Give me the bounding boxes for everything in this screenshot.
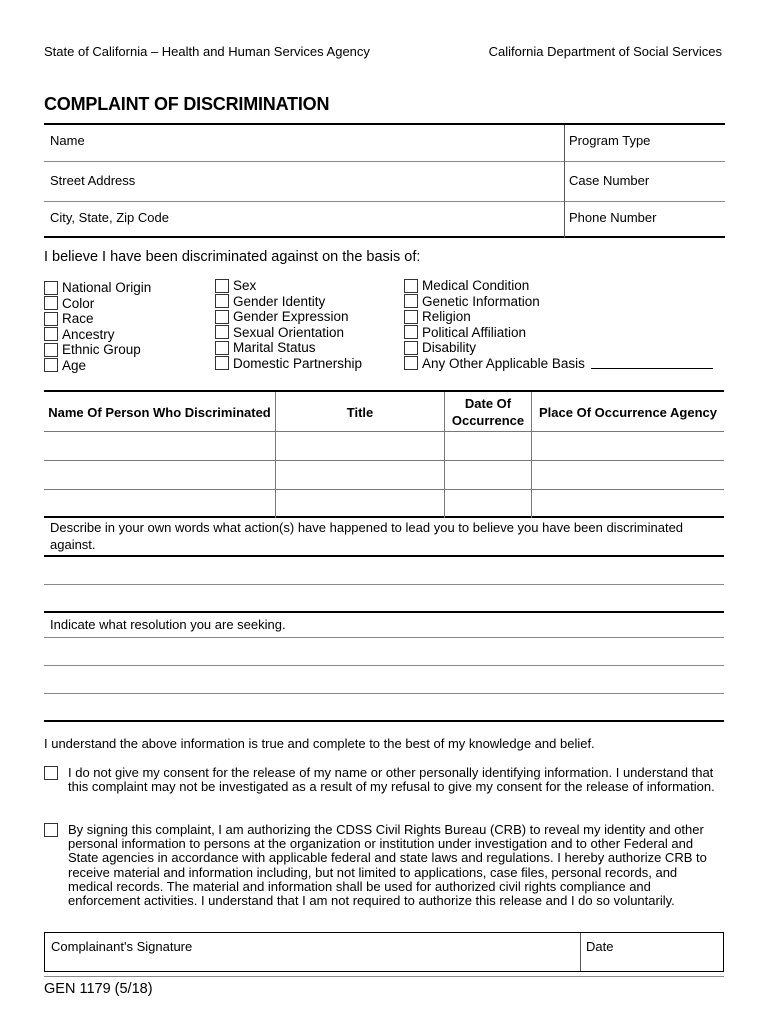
answer-line[interactable] bbox=[44, 584, 724, 585]
basis-option[interactable]: Ancestry bbox=[44, 327, 151, 343]
answer-line[interactable] bbox=[44, 665, 724, 666]
occurrence-table bbox=[44, 390, 724, 518]
info-column-divider bbox=[564, 125, 565, 238]
checkbox[interactable] bbox=[215, 294, 229, 308]
basis-option[interactable]: National Origin bbox=[44, 280, 151, 296]
col-header-place: Place Of Occurrence Agency bbox=[539, 404, 717, 420]
signature-field[interactable]: Complainant's Signature bbox=[51, 939, 193, 954]
basis-option[interactable]: Political Affiliation bbox=[404, 325, 713, 341]
basis-option[interactable]: Gender Identity bbox=[215, 294, 362, 310]
answer-line[interactable] bbox=[44, 611, 724, 613]
checkbox[interactable] bbox=[215, 310, 229, 324]
info-row-address bbox=[44, 165, 725, 202]
consent-no-option bbox=[44, 766, 724, 810]
checkbox[interactable] bbox=[404, 294, 418, 308]
city-state-zip-field[interactable]: City, State, Zip Code bbox=[50, 210, 169, 225]
signature-box bbox=[44, 932, 724, 972]
checkbox[interactable] bbox=[215, 341, 229, 355]
consent-yes-text: By signing this complaint, I am authorizing the CDSS Civil Rights Bureau (CRB) to reveal my identity and other personal information to persons at the organization or institution under investigation and to other Federal and State agencies in accordance with applicable federal and state laws and regulations. I hereby authorize CRB to receive material and information including, but not limited to applications, case files, personal records, and medical records. The material and information shall be used for authorized civil rights compliance and enforcement activities. I understand that I am not required to authorize this release and I do so voluntarily. bbox=[68, 822, 707, 909]
complainant-info-box bbox=[44, 123, 725, 238]
basis-option[interactable]: Color bbox=[44, 296, 151, 312]
checkbox[interactable] bbox=[404, 279, 418, 293]
table-row[interactable] bbox=[44, 431, 724, 432]
checkbox[interactable] bbox=[44, 312, 58, 326]
describe-prompt: Describe in your own words what action(s) have happened to lead you to believe you have been discriminated against. bbox=[50, 520, 684, 552]
checkbox[interactable] bbox=[404, 356, 418, 370]
street-address-field[interactable]: Street Address bbox=[50, 173, 136, 188]
checkbox[interactable] bbox=[404, 310, 418, 324]
case-number-field[interactable]: Case Number bbox=[569, 173, 650, 188]
basis-option[interactable]: Sexual Orientation bbox=[215, 325, 362, 341]
checkbox[interactable] bbox=[215, 356, 229, 370]
checkbox[interactable] bbox=[404, 341, 418, 355]
checkbox[interactable] bbox=[44, 296, 58, 310]
table-divider bbox=[444, 392, 445, 518]
table-row[interactable] bbox=[44, 460, 724, 461]
agency-name-right: California Department of Social Services bbox=[488, 44, 722, 59]
form-id: GEN 1179 (5/18) bbox=[44, 981, 153, 997]
answer-line[interactable] bbox=[44, 720, 724, 722]
basis-option[interactable]: Marital Status bbox=[215, 340, 362, 356]
resolution-prompt: Indicate what resolution you are seeking. bbox=[50, 617, 286, 632]
table-divider bbox=[275, 392, 276, 518]
basis-column-3 bbox=[404, 278, 713, 371]
basis-option[interactable]: Religion bbox=[404, 309, 713, 325]
basis-column-2 bbox=[215, 278, 362, 371]
consent-no-text: I do not give my consent for the release of my name or other personally identifying information. I understand that this complaint may not be investigated as a result of my refusal to give my consent for the release of information. bbox=[68, 765, 715, 795]
checkbox[interactable] bbox=[404, 325, 418, 339]
program-type-field[interactable]: Program Type bbox=[569, 133, 651, 148]
basis-option[interactable]: Gender Expression bbox=[215, 309, 362, 325]
basis-column-1 bbox=[44, 278, 151, 373]
info-row-city bbox=[44, 202, 725, 238]
answer-line[interactable] bbox=[44, 693, 724, 694]
footer-rule bbox=[44, 976, 724, 977]
col-header-title: Title bbox=[346, 404, 374, 420]
basis-option[interactable]: Domestic Partnership bbox=[215, 356, 362, 372]
checkbox[interactable] bbox=[44, 327, 58, 341]
basis-intro: I believe I have been discriminated against on the basis of: bbox=[44, 249, 421, 265]
basis-option[interactable]: Disability bbox=[404, 340, 713, 356]
answer-line[interactable] bbox=[44, 555, 724, 557]
col-header-date: Date Of Occurrence bbox=[451, 396, 525, 428]
basis-option[interactable]: Race bbox=[44, 311, 151, 327]
certification-statement: I understand the above information is true and complete to the best of my knowledge and belief. bbox=[44, 736, 595, 751]
basis-option[interactable]: Any Other Applicable Basis bbox=[404, 356, 713, 372]
basis-option[interactable]: Sex bbox=[215, 278, 362, 294]
answer-line[interactable] bbox=[44, 637, 724, 638]
checkbox[interactable] bbox=[44, 343, 58, 357]
basis-option[interactable]: Age bbox=[44, 358, 151, 374]
basis-option[interactable]: Ethnic Group bbox=[44, 342, 151, 358]
consent-no-checkbox[interactable] bbox=[44, 766, 58, 780]
other-basis-line[interactable] bbox=[591, 358, 713, 369]
signature-divider bbox=[580, 933, 581, 971]
info-row-name bbox=[44, 125, 725, 162]
col-header-person: Name Of Person Who Discriminated bbox=[48, 404, 271, 420]
consent-yes-option bbox=[44, 823, 724, 923]
checkbox[interactable] bbox=[44, 358, 58, 372]
table-divider bbox=[531, 392, 532, 518]
agency-name-left: State of California – Health and Human Services Agency bbox=[44, 44, 370, 59]
basis-option[interactable]: Genetic Information bbox=[404, 294, 713, 310]
date-field[interactable]: Date bbox=[586, 939, 614, 954]
name-field[interactable]: Name bbox=[50, 133, 85, 148]
table-row[interactable] bbox=[44, 489, 724, 490]
checkbox[interactable] bbox=[215, 325, 229, 339]
form-title: COMPLAINT OF DISCRIMINATION bbox=[44, 94, 330, 114]
phone-number-field[interactable]: Phone Number bbox=[569, 210, 657, 225]
basis-option[interactable]: Medical Condition bbox=[404, 278, 713, 294]
checkbox[interactable] bbox=[215, 279, 229, 293]
checkbox[interactable] bbox=[44, 281, 58, 295]
consent-yes-checkbox[interactable] bbox=[44, 823, 58, 837]
